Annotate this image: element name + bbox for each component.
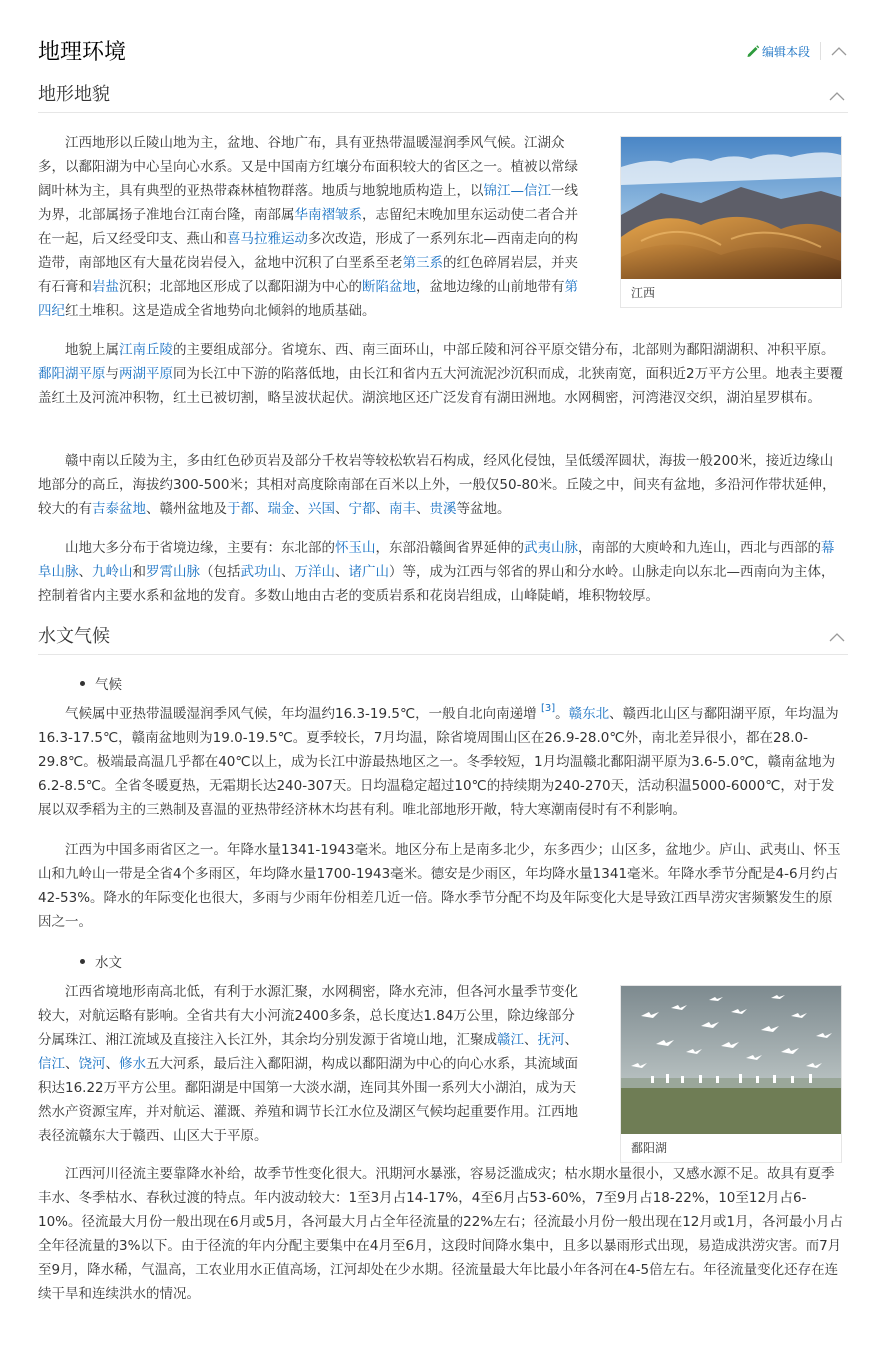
inline-link[interactable]: 断陷盆地: [362, 279, 416, 295]
inline-link[interactable]: 喜马拉雅运动: [227, 231, 308, 247]
text-run: 的红色碎屑岩层，并夹有石膏和: [38, 255, 578, 295]
text-run: 等盆地。: [456, 501, 511, 517]
list-item-water: [80, 952, 122, 974]
inline-link[interactable]: 吉泰盆地: [92, 501, 146, 517]
text-run: 江西为中国多雨省区之一。年降水量1341-1943毫米。地区分布上是南多北少，东多西少；山区多，盆地少。庐山、武夷山、怀玉山和九岭山一带是全省4个多雨区，年均降水量1700-1943毫米。德安是少雨区，年均降水量1341毫米。年降水季节分配是4-6月约占42-53%。降水的年际变化也很大，多雨与少雨年份相差几近一倍。降水季节分配不均及年际变化大是导致江西旱涝灾害频繁发生的原因之一。: [38, 842, 841, 930]
text-run: 地貌上属: [65, 342, 119, 358]
text-run: 、: [105, 1056, 119, 1072]
section-header: [38, 36, 848, 70]
inline-link[interactable]: 万洋山: [294, 564, 335, 580]
figure-caption: 江西: [621, 279, 841, 307]
subsection-title: 地形地貌: [38, 84, 110, 105]
list-item-label: 气候: [95, 677, 122, 693]
inline-link[interactable]: 修水: [119, 1056, 146, 1072]
inline-link[interactable]: 九岭山: [92, 564, 133, 580]
figure-caption: 鄱阳湖: [621, 1134, 841, 1162]
inline-link[interactable]: 岩盐: [92, 279, 119, 295]
lake-birds-image[interactable]: [621, 986, 841, 1134]
collapse-subsection-icon[interactable]: [829, 632, 845, 642]
inline-link[interactable]: 诸广山: [348, 564, 389, 580]
paragraph: [38, 536, 846, 608]
text-run: ）等，成为江西与邻省的界山和分水岭。山脉走向以东北—西南向为主体，控制着省内主要水系和盆地的发育。多数山地由古老的变质岩系和花岗岩组成，山峰陡峭，堆积物较厚。: [38, 564, 835, 604]
text-run: 、: [294, 501, 308, 517]
text-run: 江西河川径流主要靠降水补给，故季节性变化很大。汛期河水暴涨，容易泛滥成灾；枯水期水量很小，又感水源不足。故具有夏季丰水、冬季枯水、春秋过渡的特点。年内波动较大：1至3月占14-17%，4至6月占53-60%，7至9月占18-22%，10至12月占6-10%。径流最大月份一般出现在6月或5月，各河最大月占全年径流量的22%左右；径流最小月份一般出现在12月或1月，各河最小月占全年径流量的3%以下。由于径流的年内分配主要集中在4月至6月，这段时间降水集中，且多以暴雨形式出现，易造成洪涝灾害。而7月至9月，降水稀，气温高，工农业用水正值高场，江河却处在少水期。径流量最大年比最小年各河在4-5倍左右。年径流量变化还存在连续干旱和连续洪水的情况。: [38, 1166, 843, 1302]
bullet-dot: [80, 959, 85, 964]
list-item-climate: [80, 674, 122, 696]
text-run: （包括: [200, 564, 241, 580]
text-run: 、: [78, 564, 92, 580]
text-run: 同为长江中下游的陷落低地，由长江和省内五大河流泥沙沉积而成，北狭南宽，面积近2万平方公里。地表主要覆盖红土及河流冲积物，红土已被切割，略呈波状起伏。湖滨地区还广泛发育有湖田洲地。水网稠密，河湾港汊交织，湖泊星罗棋布。: [38, 366, 844, 406]
inline-link[interactable]: 怀玉山: [335, 540, 376, 556]
inline-link[interactable]: 锦江—信江: [483, 183, 551, 199]
figure-poyang-lake[interactable]: [620, 985, 842, 1163]
inline-link[interactable]: 罗霄山脉: [146, 564, 200, 580]
inline-link[interactable]: 宁都: [348, 501, 376, 517]
inline-link[interactable]: 鄱阳湖平原: [38, 366, 106, 382]
inline-link[interactable]: 瑞金: [267, 501, 295, 517]
inline-link[interactable]: 南丰: [389, 501, 416, 517]
text-run: 。: [555, 706, 569, 722]
text-run: 、赣西北山区与鄱阳湖平原，年均温为16.3-17.5℃，赣南盆地则为19.0-19.5℃。夏季较长，7月均温，除省境周围山区在26.9-28.0℃外，南北差异很小，都在28.0-29.8℃。极端最高温几乎都在40℃以上，成为长江中游最热地区之一。冬季较短，1月均温赣北鄱阳湖平原为3.6-5.0℃，赣南盆地为6.2-8.5℃。全省冬暖夏热，无霜期长达240-307天。日均温稳定超过10℃的持续期为240-270天，活动积温5000-6000℃，对于发展以双季稻为主的三熟制及喜温的亚热带经济林木均甚有利。唯北部地形开敞，特大寒潮南侵时有不利影响。: [38, 706, 839, 818]
text-run: 、: [65, 1056, 79, 1072]
inline-link[interactable]: 江南丘陵: [119, 342, 173, 358]
text-run: 、: [564, 1032, 578, 1048]
divider: [820, 42, 821, 60]
text-run: ，南部的大庾岭和九连山，西北与西部的: [578, 540, 821, 556]
text-run: 、: [524, 1032, 538, 1048]
inline-link[interactable]: 第四纪: [38, 279, 578, 319]
inline-link[interactable]: 贵溪: [429, 501, 457, 517]
inline-link[interactable]: 武功山: [240, 564, 281, 580]
inline-link[interactable]: 第三系: [402, 255, 443, 271]
text-run: 与: [105, 366, 119, 382]
figure-jiangxi[interactable]: [620, 136, 842, 308]
text-run: 一线为界，北部属扬子准地台江南台隆，南部属: [38, 183, 578, 223]
text-run: 江西地形以丘陵山地为主，盆地、谷地广布，具有亚热带温暖湿润季风气候。江湖众多，以鄱阳湖为中心呈向心水系。又是中国南方红壤分布面积较大的省区之一。植被以常绿阔叶林为主，具有典型的亚热带森林植物群落。地质与地貌地质构造上，以: [38, 135, 578, 199]
paragraph: [38, 980, 586, 1148]
inline-link[interactable]: 信江: [38, 1056, 65, 1072]
text-run: 、: [335, 501, 349, 517]
text-run: 江西省境地形南高北低，有利于水源汇聚，水网稠密，降水充沛，但各河水量季节变化较大，对航运略有影响。全省共有大小河流2400多条，总长度达1.84万公里，除边缘部分分属珠江、湘江流域及直接注入长江外，其余均分别发源于省境山地，汇聚成: [38, 984, 578, 1048]
inline-link[interactable]: 华南褶皱系: [294, 207, 362, 223]
subsection-header-hydro: [38, 624, 848, 655]
subsection-header-terrain: [38, 82, 848, 113]
text-run: 和: [132, 564, 146, 580]
inline-link[interactable]: 饶河: [78, 1056, 106, 1072]
text-run: ，东部沿赣闽省界延伸的: [375, 540, 524, 556]
reference-marker[interactable]: [3]: [540, 703, 556, 714]
collapse-section-icon[interactable]: [831, 46, 847, 56]
inline-link[interactable]: 武夷山脉: [524, 540, 578, 556]
bullet-dot: [80, 681, 85, 686]
inline-link[interactable]: 赣江: [497, 1032, 524, 1048]
inline-link[interactable]: 两湖平原: [119, 366, 173, 382]
paragraph: [38, 838, 846, 934]
text-run: 、: [335, 564, 349, 580]
inline-link[interactable]: 赣东北: [568, 706, 610, 722]
text-run: 沉积；北部地区形成了以鄱阳湖为中心的: [119, 279, 362, 295]
text-run: ，志留纪末晚加里东运动使二者合并在一起，后又经受印支、燕山和: [38, 207, 578, 247]
text-run: 、: [281, 564, 295, 580]
text-run: 的主要组成部分。省境东、西、南三面环山，中部丘陵和河谷平原交错分布，北部则为鄱阳湖湖积、冲积平原。: [173, 342, 835, 358]
inline-link[interactable]: 兴国: [308, 501, 335, 517]
text-run: 五大河系，最后注入鄱阳湖，构成以鄱阳湖为中心的向心水系，其流域面积达16.22万平方公里。鄱阳湖是中国第一大淡水湖，连同其外围一系列大小湖泊，成为天然水产资源宝库，并对航运、灌溉、养殖和调节长江水位及湖区气候均起重要作用。江西地表径流赣东大于赣西、山区大于平原。: [38, 1056, 578, 1144]
collapse-subsection-icon[interactable]: [829, 91, 845, 101]
text-run: 多次改造，形成了一系列东北—西南走向的构造带，南部地区有大量花岗岩侵入，盆地中沉积了白垩系至老: [38, 231, 578, 271]
text-run: 、: [416, 501, 430, 517]
pencil-icon: [746, 44, 760, 58]
edit-section-label: 编辑本段: [762, 45, 811, 59]
paragraph: [38, 702, 846, 822]
text-run: 气候属中亚热带温暖湿润季风气候，年均温约16.3-19.5℃，一般自北向南递增: [65, 706, 541, 722]
text-run: 、: [254, 501, 268, 517]
edit-section-link[interactable]: [746, 42, 810, 62]
inline-link[interactable]: 幕阜山脉: [38, 540, 835, 580]
text-run: 、赣州盆地及: [146, 501, 227, 517]
text-run: ，盆地边缘的山前地带有: [416, 279, 565, 295]
paragraph: [38, 1162, 846, 1306]
text-run: 赣中南以丘陵为主，多由红色砂页岩及部分千枚岩等较松软岩石构成，经风化侵蚀，呈低缓浑圆状，海拔一般200米，接近边缘山地部分的高丘，海拔约300-500米；其相对高度除南部在百米以上外，一般仅50-80米。丘陵之中，间夹有盆地，多沿河作带状延伸，较大的有: [38, 453, 836, 517]
inline-link[interactable]: 于都: [227, 501, 254, 517]
text-run: 山地大多分布于省境边缘，主要有：东北部的: [65, 540, 335, 556]
list-item-label: 水文: [95, 955, 122, 971]
subsection-title: 水文气候: [38, 626, 110, 647]
paragraph: [38, 131, 586, 323]
paragraph: [38, 449, 846, 521]
section-title: 地理环境: [38, 40, 127, 65]
text-run: 、: [375, 501, 389, 517]
inline-link[interactable]: 抚河: [537, 1032, 565, 1048]
paragraph: [38, 338, 846, 410]
landscape-image[interactable]: [621, 137, 841, 279]
text-run: 红土堆积。这是造成全省地势向北倾斜的地质基础。: [65, 303, 376, 319]
